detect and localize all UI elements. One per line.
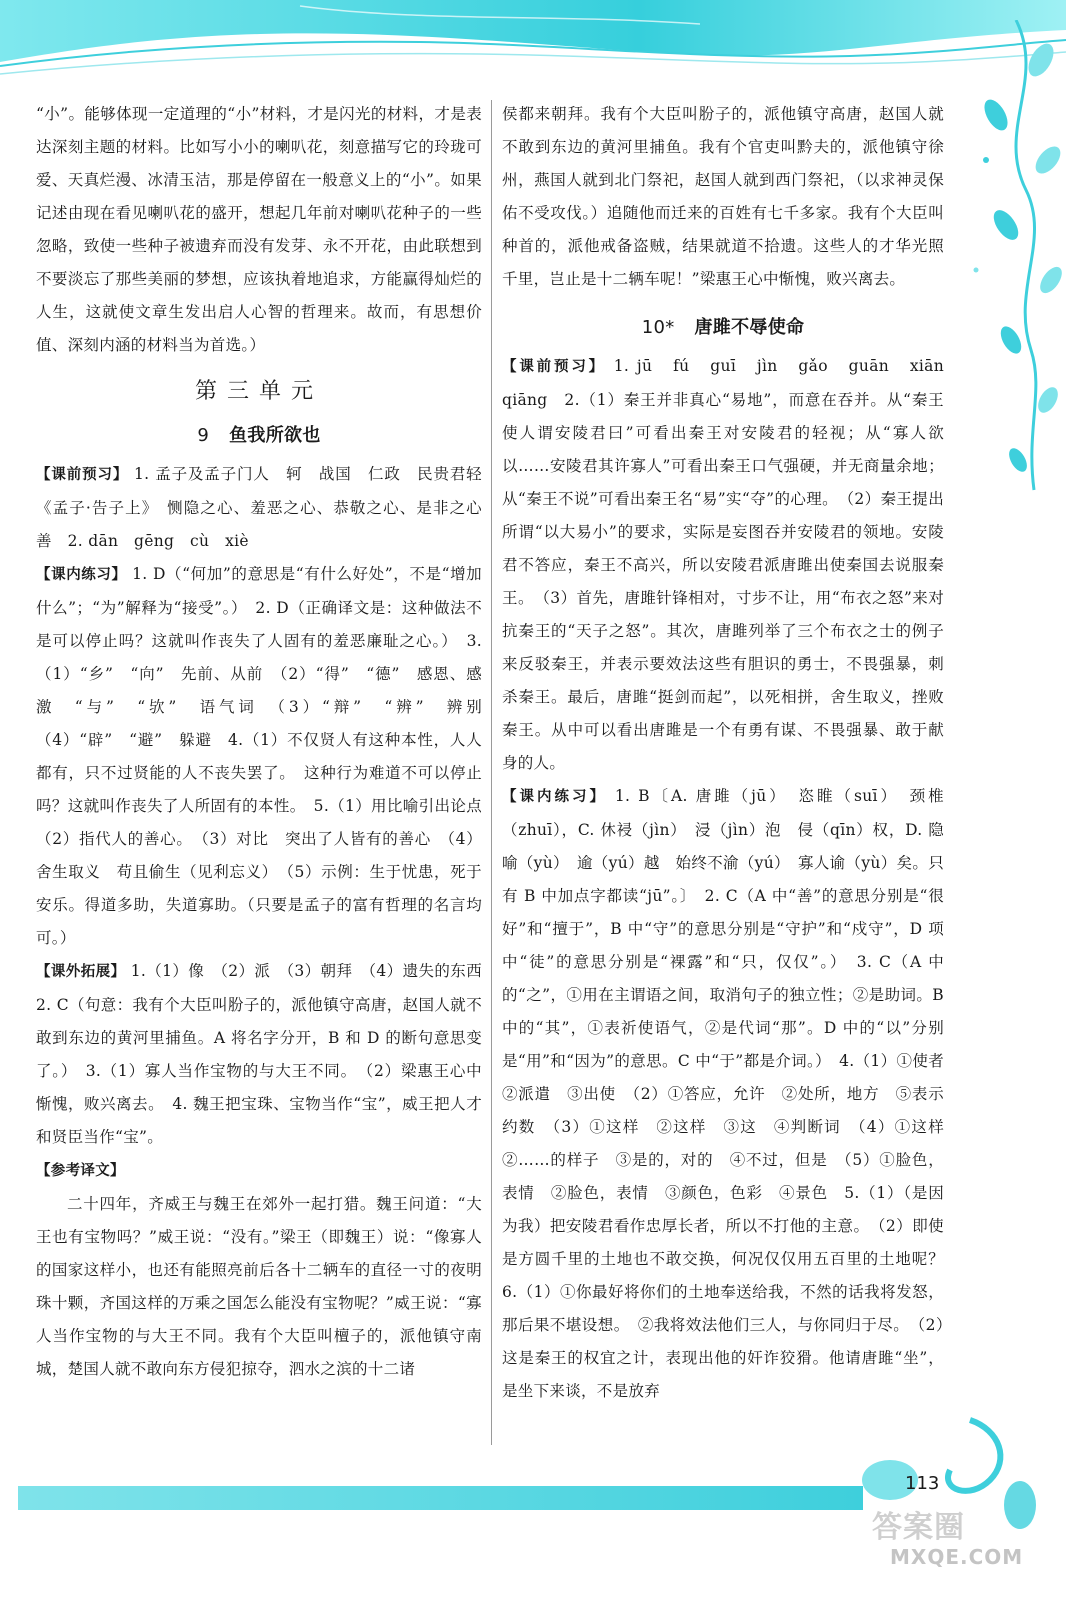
right-column bbox=[502, 98, 960, 1408]
vine-decoration-icon bbox=[956, 20, 1066, 520]
section-tag: 【课内练习】 bbox=[36, 567, 127, 583]
translation-paragraph: 二十四年，齐威王与魏王在郊外一起打猎。魏王问道：“大王也有宝物吗？”威王说：“没有。”梁王（即魏王）说：“像寡人的国家这样小，也还有能照亮前后各十二辆车的直径一寸的夜明珠十颗，齐国这样的万乘之国怎么能没有宝物呢？”威王说：“寡人当作宝物的与大王不同。我有个大臣叫檀子的，派他镇守南城，楚国人就不敢向东方侵犯掠夺，泗水之滨的十二诸 bbox=[36, 1195, 482, 1378]
lesson-number: 9 bbox=[197, 425, 210, 446]
answer-paragraph: “小”。能够体现一定道理的“小”材料，才是闪光的材料，才是表达深刻主题的材料。比如写小小的喇叭花，刻意描写它的玲珑可爱、天真烂漫、冰清玉洁，那是停留在一般意义上的“小”。如果记述由现在看见喇叭花的盛开，想起几年前对喇叭花种子的一些忽略，致使一些种子被遗弃而没有发芽、永不开花，由此联想到不要淡忘了那些美丽的梦想，应该执着地追求，方能赢得灿烂的人生，这就使文章生发出启人心智的哲理来。故而，有思想价值、深刻内涵的材料当为首选。） bbox=[36, 105, 482, 354]
lesson-title bbox=[36, 418, 482, 454]
column-divider bbox=[491, 100, 492, 1445]
translation-continuation: 侯都来朝拜。我有个大臣叫肦子的，派他镇守高唐，赵国人就不敢到东边的黄河里捕鱼。我有个官吏叫黔夫的，派他镇守徐州，燕国人就到北门祭祀，赵国人就到西门祭祀，（以求神灵保佑不受攻伐。）追随他而迁来的百姓有七千多家。我有个大臣叫种首的，派他戒备盗贼，结果就道不拾遗。这些人的才华光照千里，岂止是十二辆车呢！”梁惠王心中惭愧，败兴离去。 bbox=[502, 105, 944, 288]
lesson-number: 10* bbox=[641, 317, 675, 338]
section-tag: 【课内练习】 bbox=[502, 789, 607, 805]
section-text: 1. jū fú guī jìn gǎo guān xiān qiāng 2.（1）秦王并非真心“易地”，而意在吞并。从“秦王使人谓安陵君曰”可看出秦王对安陵君的轻视；从“寡人欲以……安陵君其许寡人”可看出秦王口气强硬，并无商量余地；从“秦王不说”可看出秦王名“易”实“夺”的心理。 （2）秦王提出所谓“以大易小”的要求，实际是妄图吞并安陵君的领地。安陵君不答应，秦王不高兴，所以安陵君派唐雎出使秦国去说服秦王。 （3）首先，唐雎针锋相对，寸步不让，用“布衣之怒”来对抗秦王的“天子之怒”。其次，唐雎列举了三个布衣之士的例子来反驳秦王，并表示要效法这些有胆识的勇士，不畏强暴，刺杀秦王。最后，唐雎“挺剑而起”，以死相拼，舍生取义，挫败秦王。从中可以看出唐雎是一个有勇有谋、不畏强暴、敢于献身的人。 bbox=[502, 357, 960, 772]
answer-section bbox=[36, 1154, 482, 1188]
section-text: 1.（1）像 （2）派 （3）朝拜 （4）遗失的东西 2. C（句意：我有个大臣叫肦子的，派他镇守高唐，赵国人就不敢到东边的黄河里捕鱼。A 将名字分开，B 和 D 的断句意思变了。） 3.（1）寡人当作宝物的与大王不同。 （2）梁惠王心中惭愧，败兴离去。 4. 魏王把宝珠、宝物当作“宝”，威王把人才和贤臣当作“宝”。 bbox=[36, 962, 498, 1146]
page-number: 113 bbox=[905, 1473, 940, 1494]
section-text: 1. B〔A. 唐雎（jū） 恣睢（suī） 颈椎（zhuī），C. 休祲（jìn） 浸（jìn）泡 侵（qīn）权，D. 隐喻（yù） 逾（yú）越 始终不渝（yú） 寡人谕（yù）矣。只有 B 中加点字都读“jū”。〕 2. C（A 中“善”的意思分别是“很好”和“擅于”，B 中“守”的意思分别是“守护”和“戍守”，D 项中“徒”的意思分别是“裸露”和“只，仅仅”。） 3. C（A 中的“之”，①用在主谓语之间，取消句子的独立性；②是助词。B 中的“其”，①表祈使语气，②是代词“那”。D 中的“以”分别是“用”和“因为”的意思。C 中“于”都是介词。） 4.（1）①使者 ②派遣 ③出使 （2）①答应，允许 ②处所，地方 ⑤表示约数 （3）①这样 ②这样 ③这 ④判断词 （4）①这样 ②……的样子 ③是的，对的 ④不过，但是 （5）①脸色，表情 ②脸色，表情 ③颜色，色彩 ④景色 5.（1）（是因为我）把安陵君看作忠厚长者，所以不打他的主意。 （2）即使是方圆千里的土地也不敢交换，何况仅仅用五百里的土地呢？ 6.（1）①你最好将你们的土地奉送给我，不然的话我将发怒，那后果不堪设想。 ②我将效法他们三人，与你同归于尽。 （2）这是秦王的权宜之计，表现出他的奸诈狡猾。他请唐雎“坐”，是坐下来谈，不是放弃 bbox=[502, 787, 960, 1400]
section-tag: 【课前预习】 bbox=[36, 467, 129, 483]
section-tag: 【课外拓展】 bbox=[36, 964, 126, 980]
section-tag: 【课前预习】 bbox=[502, 359, 606, 375]
lesson-name: 唐雎不辱使命 bbox=[694, 317, 805, 338]
answer-section bbox=[36, 558, 498, 955]
watermark-url: MXQE.COM bbox=[890, 1545, 1024, 1569]
lesson-name: 鱼我所欲也 bbox=[229, 425, 321, 446]
answer-section bbox=[502, 780, 960, 1408]
wave-band-icon bbox=[0, 0, 1066, 95]
section-text: 1. D（“何加”的意思是“有什么好处”，不是“增加什么”；“为”解释为“接受”。） 2. D（正确译文是：这种做法不是可以停止吗？这就叫作丧失了人固有的羞恶廉耻之心。） 3.（1）“乡” “向” 先前、从前 （2）“得” “德” 感恩、感激 “与” “欤” 语气词 （3）“辩” “辨” 辨别 （4）“辟” “避” 躲避 4.（1）不仅贤人有这种本性，人人都有，只不过贤能的人不丧失罢了。 这种行为难道不可以停止吗？这就叫作丧失了人所固有的本性。 5.（1）用比喻引出论点 （2）指代人的善心。 （3）对比 突出了人皆有的善心 （4）舍生取义 苟且偷生（见利忘义） （5）示例：生于忧患，死于安乐。得道多助，失道寡助。（只要是孟子的富有哲理的名言均可。） bbox=[36, 565, 498, 947]
section-text: 1. 孟子及孟子门人 轲 战国 仁政 民贵君轻 《孟子·告子上》 恻隐之心、羞恶之心、恭敬之心、是非之心 善 2. dān gēng cù xiè bbox=[36, 465, 498, 550]
footer-bar bbox=[18, 1486, 863, 1510]
lesson-title bbox=[502, 310, 944, 346]
watermark-logo: 答案圈 bbox=[872, 1510, 965, 1545]
answer-section bbox=[502, 350, 960, 780]
left-column bbox=[36, 98, 498, 1386]
answer-section bbox=[36, 458, 498, 558]
unit-title: 第三单元 bbox=[194, 379, 323, 404]
section-tag: 【参考译文】 bbox=[36, 1163, 125, 1179]
answer-section bbox=[36, 955, 498, 1154]
